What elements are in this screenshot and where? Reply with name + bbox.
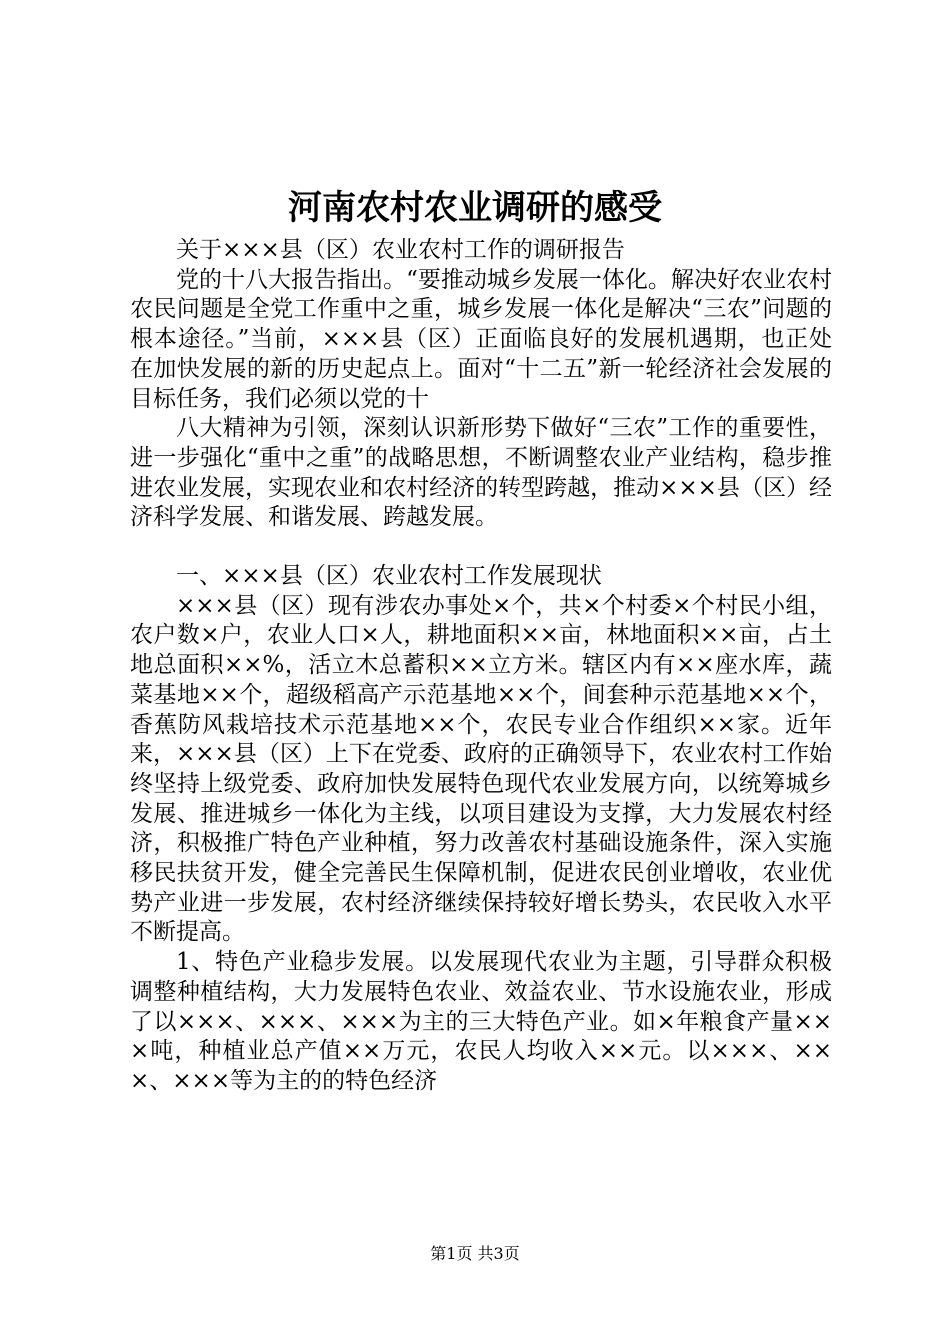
page-footer: 第1页 共3页 <box>430 1244 520 1263</box>
paragraph-status: ×××县（区）现有涉农办事处×个，共×个村委×个村民小组，农户数×户，农业人口×人，耕地面积××亩，林地面积××亩，占土地总面积××%，活立木总蓄积××立方米。辖区内有××座水库，蔬菜基地××个，超级稻高产示范基地××个，间套种示范基地××个，香蕉防风栽培技术示范基地××个，农民专业合作组织××家。近年来，×××县（区）上下在党委、政府的正确领导下，农业农村工作始终坚持上级党委、政府加快发展特色现代农业发展方向，以统筹城乡发展、推进城乡一体化为主线，以项目建设为支撑，大力发展农村经济，积极推广特色产业种植，努力改善农村基础设施条件，深入实施移民扶贫开发，健全完善民生保障机制，促进农民创业增收，农业优势产业进一步发展，农村经济继续保持较好增长势头，农民收入水平不断提高。 <box>130 592 832 946</box>
section-heading-status: 一、×××县（区）农业农村工作发展现状 <box>176 563 602 590</box>
paragraph-industry: 1、特色产业稳步发展。以发展现代农业为主题，引导群众积极调整种植结构，大力发展特色农业、效益农业、节水设施农业，形成了以×××、×××、×××为主的三大特色产业。如×年粮食产量×××吨，种植业总产值××万元，农民人均收入××元。以×××、×××、×××等为主的的特色经济 <box>130 949 832 1094</box>
paragraph-intro: 党的十八大报告指出。“要推动城乡发展一体化。解决好农业农村农民问题是全党工作重中之重，城乡发展一体化是解决“三农”问题的根本途径。”当前，×××县（区）正面临良好的发展机遇期，也正处在加快发展的新的历史起点上。面对“十二五”新一轮经济社会发展的目标任务，我们必须以党的十 <box>130 266 832 412</box>
paragraph-intro-continued: 八大精神为引领，深刻认识新形势下做好“三农”工作的重要性，进一步强化“重中之重”的战略思想，不断调整农业产业结构，稳步推进农业发展，实现农业和农村经济的转型跨越，推动×××县（区）经济科学发展、和谐发展、跨越发展。 <box>130 415 832 531</box>
document-title: 河南农村农业调研的感受 <box>288 188 662 228</box>
document-body <box>130 236 832 1097</box>
report-subtitle: 关于×××县（区）农业农村工作的调研报告 <box>176 237 625 263</box>
